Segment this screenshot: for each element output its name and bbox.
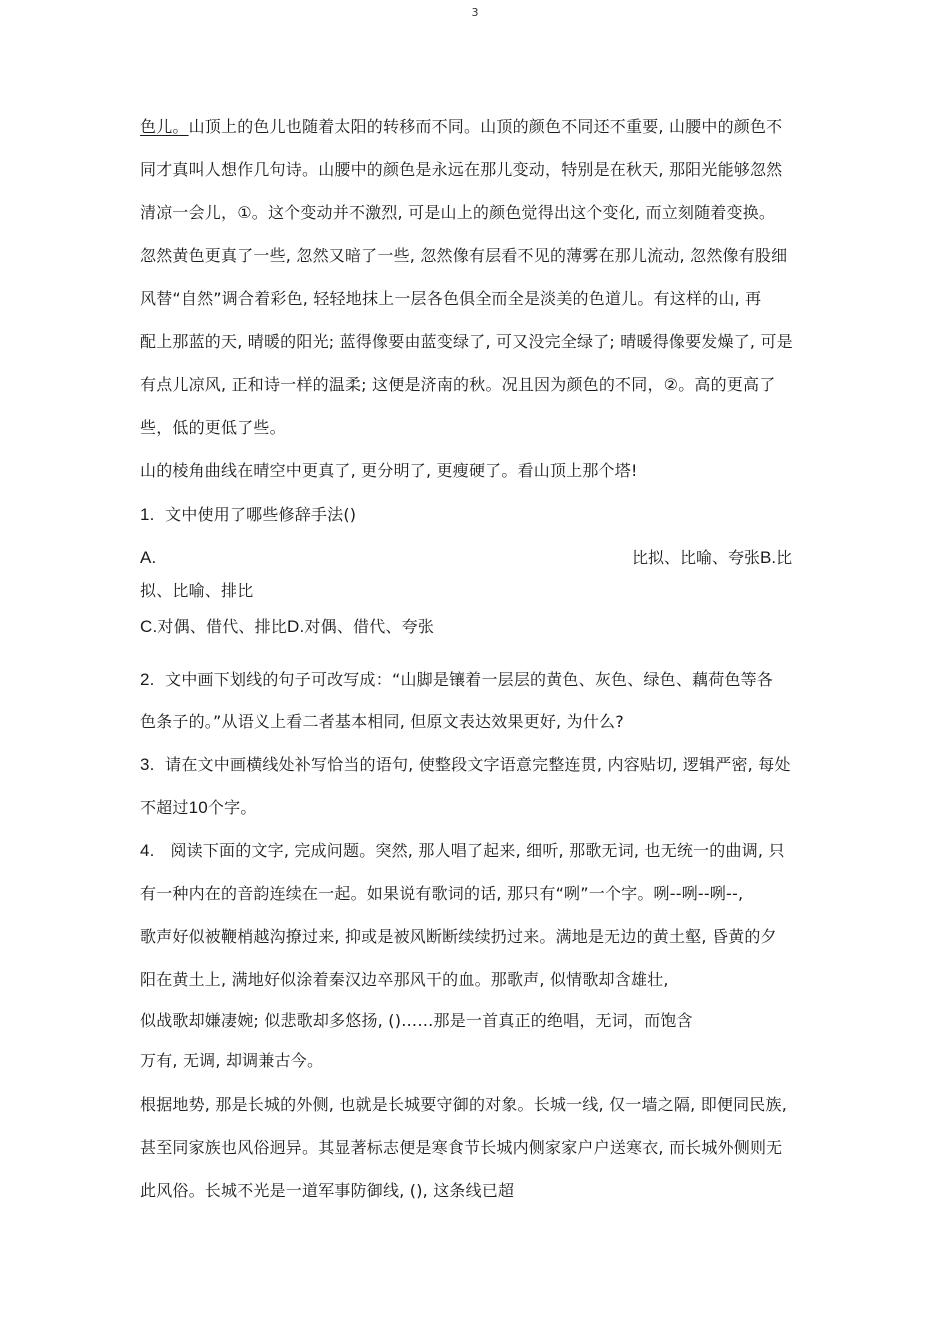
passage-line-8: 些，低的更低了些。 xyxy=(140,418,286,437)
passage-line-3: 清凉一会儿，①。这个变动并不激烈, 可是山上的颜色觉得出这个变化, 而立刻随着变换。 xyxy=(140,203,776,222)
question-4-line-3: 歌声好似被鞭梢越沟撩过来, 抑或是被风断断续续扔过来。满地是无边的黄土壑, 昏黄的夕 xyxy=(140,927,777,946)
question-4-line-4: 阳在黄土上, 满地好似涂着秦汉边卒那风干的血。那歌声, 似情歌却含雄壮, xyxy=(140,970,669,989)
option-a-text: 比拟、比喻、夸张 xyxy=(632,548,761,567)
question-3-text-1: 请在文中画横线处补写恰当的语句, 使整段文字语意完整连贯, 内容贴切, 逻辑严密, 每处 xyxy=(165,755,791,774)
question-4-line-8: 甚至同家族也风俗迥异。其显著标志便是寒食节长城内侧家家户户送寒衣, 而长城外侧则无 xyxy=(140,1138,783,1157)
passage-line-1 xyxy=(140,116,782,138)
option-a-letter: A. xyxy=(140,548,157,567)
question-3-line-1 xyxy=(140,754,791,776)
question-3-line-2 xyxy=(140,797,257,819)
option-b-text-part1: 比 xyxy=(776,548,793,567)
question-2-line-2: 色条子的。”从语义上看二者基本相同, 但原文表达效果更好, 为什么? xyxy=(140,712,624,731)
question-4-line-7: 根据地势, 那是长城的外侧, 也就是长城要守御的对象。长城一线, 仅一墙之隔, 即便同民族, xyxy=(140,1095,787,1114)
question-2-text-1: 文中画下划线的句子可改写成：“山脚是镶着一层层的黄色、灰色、绿色、藕荷色等各 xyxy=(165,670,774,689)
option-c-letter: C. xyxy=(140,617,158,636)
passage-line-4: 忽然黄色更真了一些, 忽然又暗了一些, 忽然像有层看不见的薄雾在那儿流动, 忽然像有股细 xyxy=(140,246,788,265)
option-a-b-line xyxy=(632,547,792,569)
question-3-text-2-pre: 不超过 xyxy=(140,798,189,817)
question-4-line-1 xyxy=(140,840,785,862)
question-3-limit-number: 10 xyxy=(188,798,208,817)
question-1-text: 文中使用了哪些修辞手法() xyxy=(165,505,357,524)
option-c-d-line xyxy=(140,616,434,638)
question-4-line-5: 似战歌却嫌凄婉; 似悲歌却多悠扬, ()……那是一首真正的绝唱，无词，而饱含 xyxy=(140,1011,693,1030)
passage-line-6: 配上那蓝的天, 晴暖的阳光; 蓝得像要由蓝变绿了, 可又没完全绿了; 晴暖得像要发燥了, 可是 xyxy=(140,332,793,351)
question-1-number: 1. xyxy=(140,505,155,524)
question-4-line-2: 有一种内在的音韵连续在一起。如果说有歌词的话, 那只有“咧”一个字。咧--咧--咧--, xyxy=(140,884,744,903)
page-number: 3 xyxy=(471,6,479,19)
passage-line-1-rest: 山顶上的色儿也随着太阳的转移而不同。山顶的颜色不同还不重要, 山腰中的颜色不 xyxy=(188,117,783,136)
question-4-line-9: 此风俗。长城不光是一道军事防御线, (), 这条线已超 xyxy=(140,1181,515,1200)
question-3-number: 3. xyxy=(140,755,155,774)
passage-line-5: 风替“自然”调合着彩色, 轻轻地抹上一层各色俱全而全是淡美的色道儿。有这样的山, 再 xyxy=(140,289,762,308)
option-d-text: 对偶、借代、夸张 xyxy=(304,617,435,636)
passage-line-9: 山的棱角曲线在晴空中更真了, 更分明了, 更瘦硬了。看山顶上那个塔! xyxy=(140,461,638,480)
passage-line-7: 有点儿凉风, 正和诗一样的温柔; 这便是济南的秋。况且因为颜色的不同，②。高的更高了 xyxy=(140,375,776,394)
question-4-text-1: 阅读下面的文字, 完成问题。突然, 那人唱了起来, 细听, 那歌无词, 也无统一的曲调, 只 xyxy=(170,841,785,860)
question-2-number: 2. xyxy=(140,670,155,689)
option-b-text-continued: 拟、比喻、排比 xyxy=(140,581,254,600)
option-b-letter: B. xyxy=(760,548,777,567)
question-4-line-6: 万有, 无调, 却调兼古今。 xyxy=(140,1051,324,1070)
underlined-sentence: 色儿。 xyxy=(140,117,189,136)
question-4-number: 4. xyxy=(140,841,155,860)
passage-line-2: 同才真叫人想作几句诗。山腰中的颜色是永远在那儿变动，特别是在秋天, 那阳光能够忽然 xyxy=(140,160,783,179)
option-d-letter: D. xyxy=(287,617,305,636)
question-3-text-2-post: 个字。 xyxy=(207,798,257,817)
option-c-text: 对偶、借代、排比 xyxy=(157,617,288,636)
option-a-label xyxy=(140,547,156,569)
question-2-line-1 xyxy=(140,669,773,691)
question-1 xyxy=(140,504,356,526)
